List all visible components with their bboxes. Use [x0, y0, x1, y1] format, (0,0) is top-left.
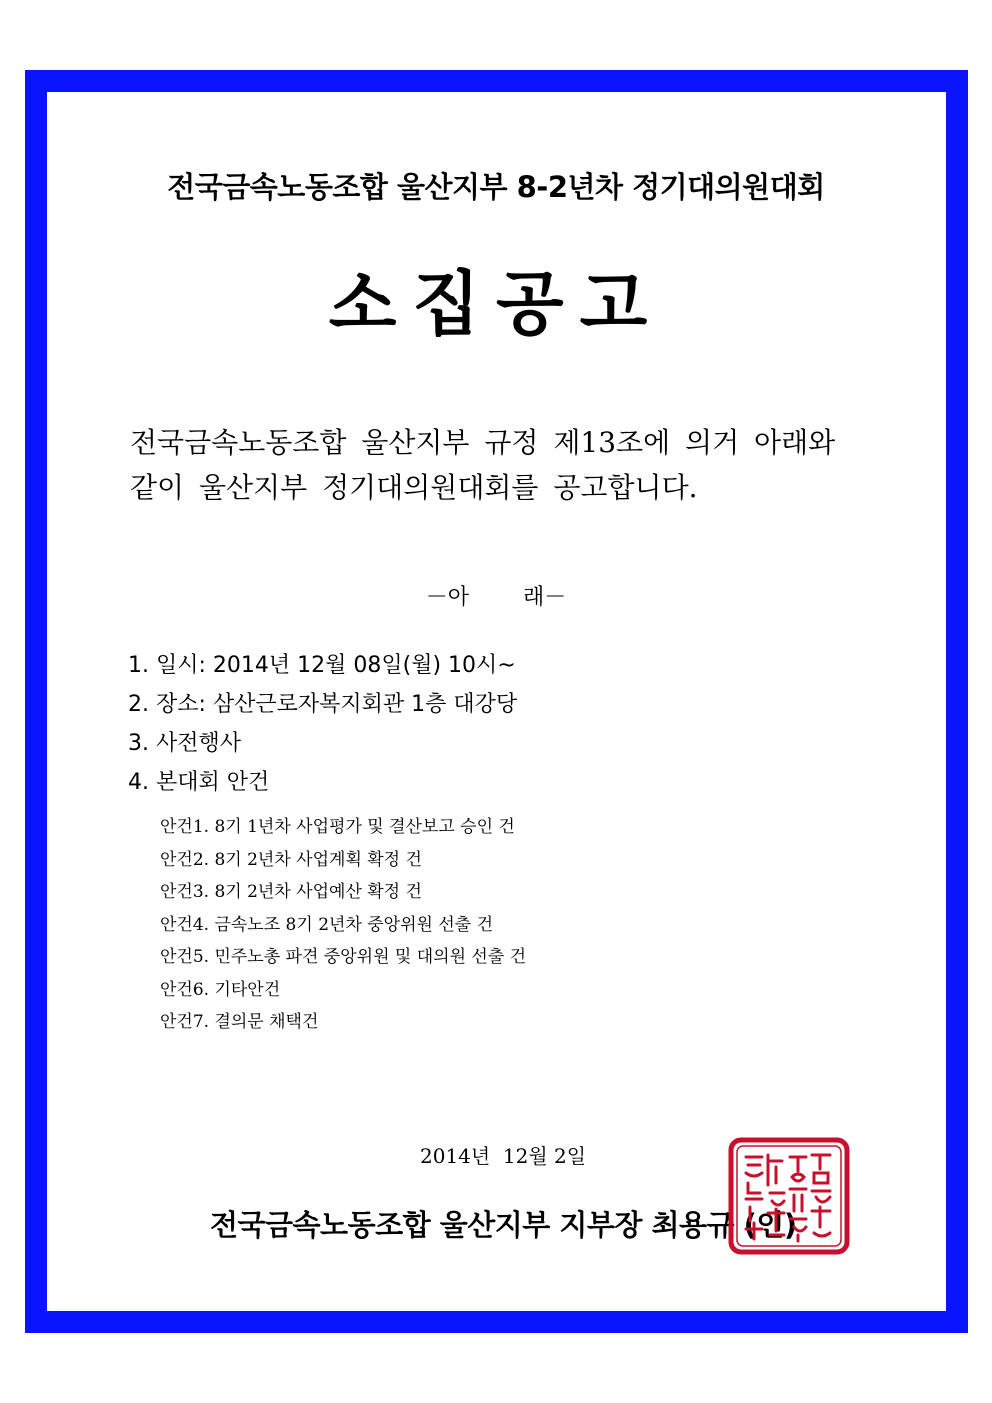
item-pre-event: 3. 사전행사	[128, 731, 241, 756]
agenda-item: 안건7. 결의문 채택건	[160, 1012, 319, 1032]
agenda-item: 안건2. 8기 2년차 사업계획 확정 건	[160, 849, 422, 870]
notice-title: 소집공고	[328, 263, 664, 345]
agenda-item: 안건3. 8기 2년차 사업예산 확정 건	[160, 882, 422, 902]
item-venue: 2. 장소: 삼산근로자복지회관 1층 대강당	[128, 692, 518, 717]
agenda-item: 안건4. 금속노조 8기 2년차 중앙위원 선출 건	[160, 914, 494, 935]
official-seal-stamp	[728, 1137, 850, 1255]
item-date-time: 1. 일시: 2014년 12월 08일(월) 10시~	[128, 653, 516, 678]
issue-date: 2014년 12월 2일	[420, 1144, 587, 1168]
notice-items	[128, 650, 517, 806]
agenda-list	[160, 814, 526, 1042]
intro-line-2: 같이 울산지부 정기대의원대회를 공고합니다.	[130, 471, 698, 504]
notice-header: 전국금속노동조합 울산지부 8-2년차 정기대의원대회	[167, 170, 825, 204]
section-heading: －아 래－	[425, 585, 567, 610]
intro-paragraph	[130, 420, 870, 510]
agenda-item: 안건1. 8기 1년차 사업평가 및 결산보고 승인 건	[160, 817, 515, 837]
signature-line: 전국금속노동조합 울산지부 지부장 최용규 (인)	[210, 1208, 797, 1242]
intro-line-1: 전국금속노동조합 울산지부 규정 제13조에 의거 아래와	[130, 426, 836, 459]
item-agenda-heading: 4. 본대회 안건	[128, 770, 270, 795]
agenda-item: 안건6. 기타안건	[160, 979, 281, 1000]
agenda-item: 안건5. 민주노총 파견 중앙위원 및 대의원 선출 건	[160, 947, 527, 967]
